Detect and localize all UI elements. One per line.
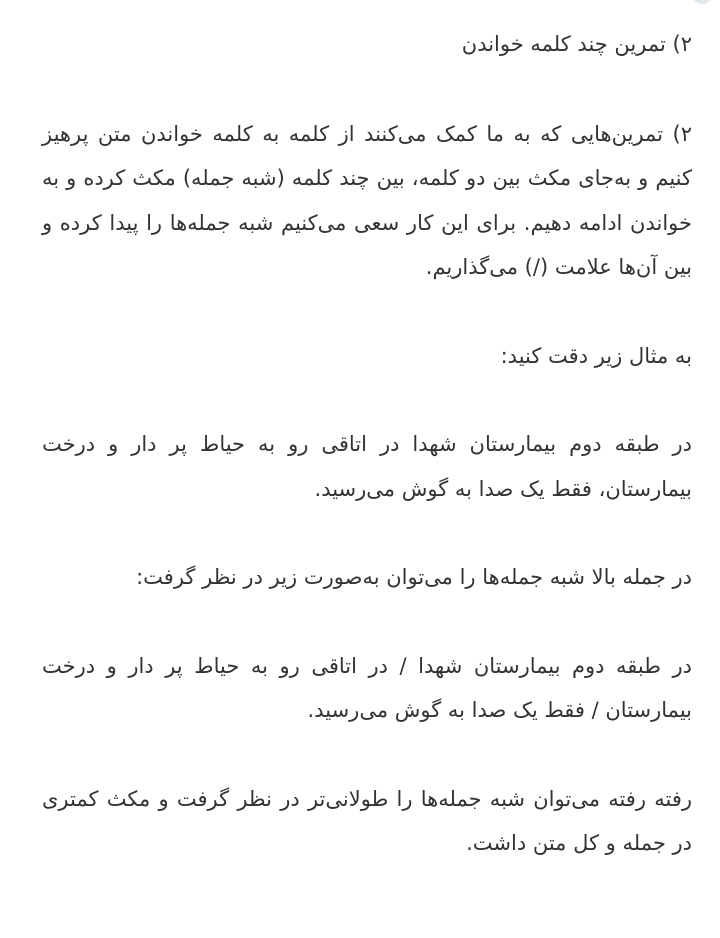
closing-paragraph: رفته رفته می‌توان شبه جمله‌ها را طولانی‌تر در نظر گرفت و مکث کمتری در جمله و کل متن داشت. xyxy=(42,786,692,855)
scroll-indicator-icon xyxy=(692,0,712,4)
example-sentence: در طبقه دوم بیمارستان شهدا در اتاقی رو به حیاط پر دار و درخت بیمارستان، فقط یک صدا به گوش می‌رسید. xyxy=(42,432,692,501)
example-lead: به مثال زیر دقت کنید: xyxy=(500,343,692,368)
article-body xyxy=(42,0,692,866)
section-heading: ۲) تمرین چند کلمه خواندن xyxy=(461,32,692,56)
intro-paragraph: ۲) تمرین‌هایی که به ما کمک می‌کنند از کلمه به کلمه خواندن متن پرهیز کنیم و به‌جای مکث بین دو کلمه، بین چند کلمه (شبه جمله) مکث کرده و به خواندن ادامه دهیم. برای این کار سعی می‌کنیم شبه جمله‌ها را پیدا کرده و بین آن‌ها علامت (/) می‌گذاریم. xyxy=(42,121,692,279)
split-example-sentence: در طبقه دوم بیمارستان شهدا / در اتاقی رو به حیاط پر دار و درخت بیمارستان / فقط یک صدا به گوش می‌رسید. xyxy=(42,653,692,722)
explanation-paragraph: در جمله بالا شبه جمله‌ها را می‌توان به‌صورت زیر در نظر گرفت: xyxy=(136,565,692,589)
